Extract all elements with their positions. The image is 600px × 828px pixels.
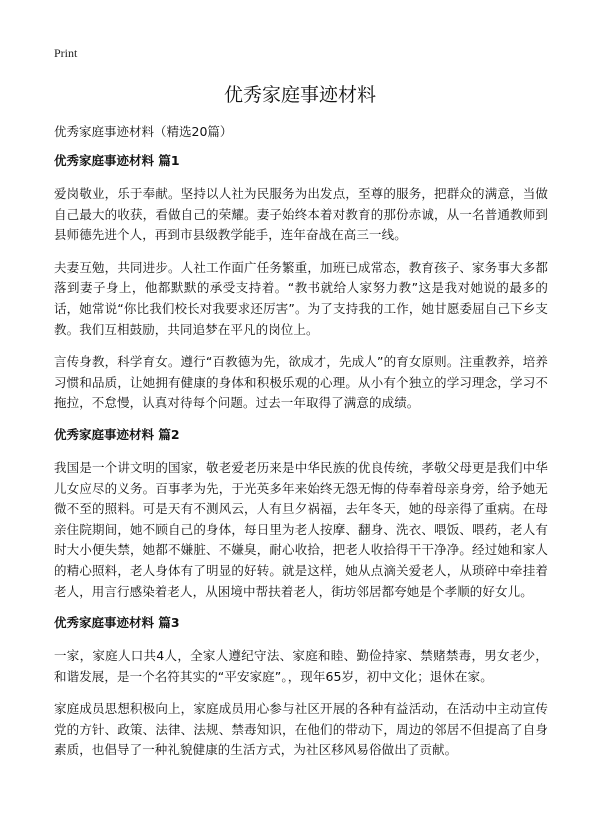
paragraph: 爱岗敬业，乐于奉献。坚持以人社为民服务为出发点，至尊的服务，把群众的满意，当做自己最大的收获，看做自己的荣耀。妻子始终本着对教育的那份赤诚，从一名普通教师到县师德先进个人，再到市县级教学能手，连年奋战在高三一线。: [54, 186, 548, 243]
section-1: [54, 152, 548, 414]
paragraph: 家庭成员思想积极向上，家庭成员用心参与社区开展的各种有益活动，在活动中主动宣传党的方针、政策、法律、法规、禁毒知识，在他们的带动下，周边的邻居不但提高了自身素质，也倡导了一种礼貌健康的生活方式，为社区移风易俗做出了贡献。: [54, 701, 548, 758]
paragraph: 一家，家庭人口共4人，全家人遵纪守法、家庭和睦、勤俭持家、禁赌禁毒，男女老少，和谐发展，是一个名符其实的“平安家庭”。，现年65岁，初中文化；退休在家。: [54, 648, 548, 684]
section-heading: 优秀家庭事迹材料 篇1: [54, 153, 180, 168]
document-subtitle: 优秀家庭事迹材料（精选20篇）: [54, 124, 233, 139]
document-body: [54, 152, 548, 773]
section-heading: 优秀家庭事迹材料 篇3: [54, 615, 180, 631]
paragraph: 言传身教，科学育女。遵行“百教德为先，欲成才，先成人”的育女原则。注重教养，培养习惯和品质，让她拥有健康的身体和积极乐观的心理。从小有个独立的学习理念，学习不拖拉，不怠慢，认真对待每个问题。过去一年取得了满意的成绩。: [54, 354, 548, 411]
print-link[interactable]: Print: [54, 46, 78, 60]
section-3: [54, 614, 548, 761]
paragraph: 夫妻互勉，共同进步。人社工作面广任务繁重，加班已成常态，教育孩子、家务事大多都落到妻子身上，他都默默的承受支持着。“教书就给人家努力教”这是我对她说的最多的话，她常说“你比我们校长对我要求还厉害”。为了支持我的工作，她甘愿委屈自己下乡支教。我们互相鼓励，共同追梦在平凡的岗位上。: [54, 259, 548, 337]
section-heading: 优秀家庭事迹材料 篇2: [54, 426, 180, 442]
document-title: 优秀家庭事迹材料: [223, 84, 376, 106]
section-2: [54, 426, 548, 602]
paragraph: 我国是一个讲文明的国家，敬老爱老历来是中华民族的优良传统，孝敬父母更是我们中华儿女应尽的义务。百事孝为先，于光英多年来始终无怨无悔的侍奉着母亲身旁，给予她无微不至的照料。可是天有不测风云，人有旦夕祸福，去年冬天，她的母亲得了重病。在母亲住院期间，她不顾自己的身体，每日里为老人按摩、翻身、洗衣、喂饭、喂药，老人有时大小便失禁，她都不嫌脏、不嫌臭，耐心收拾，把老人收拾得干干净净。经过她和家人的精心照料，老人身体有了明显的好转。就是这样，她从点滴关爱老人，从琐碎中牵挂着老人，用言行感染着老人，从困境中帮扶着老人，街坊邻居都夸她是个孝顺的好女儿。: [54, 459, 548, 599]
